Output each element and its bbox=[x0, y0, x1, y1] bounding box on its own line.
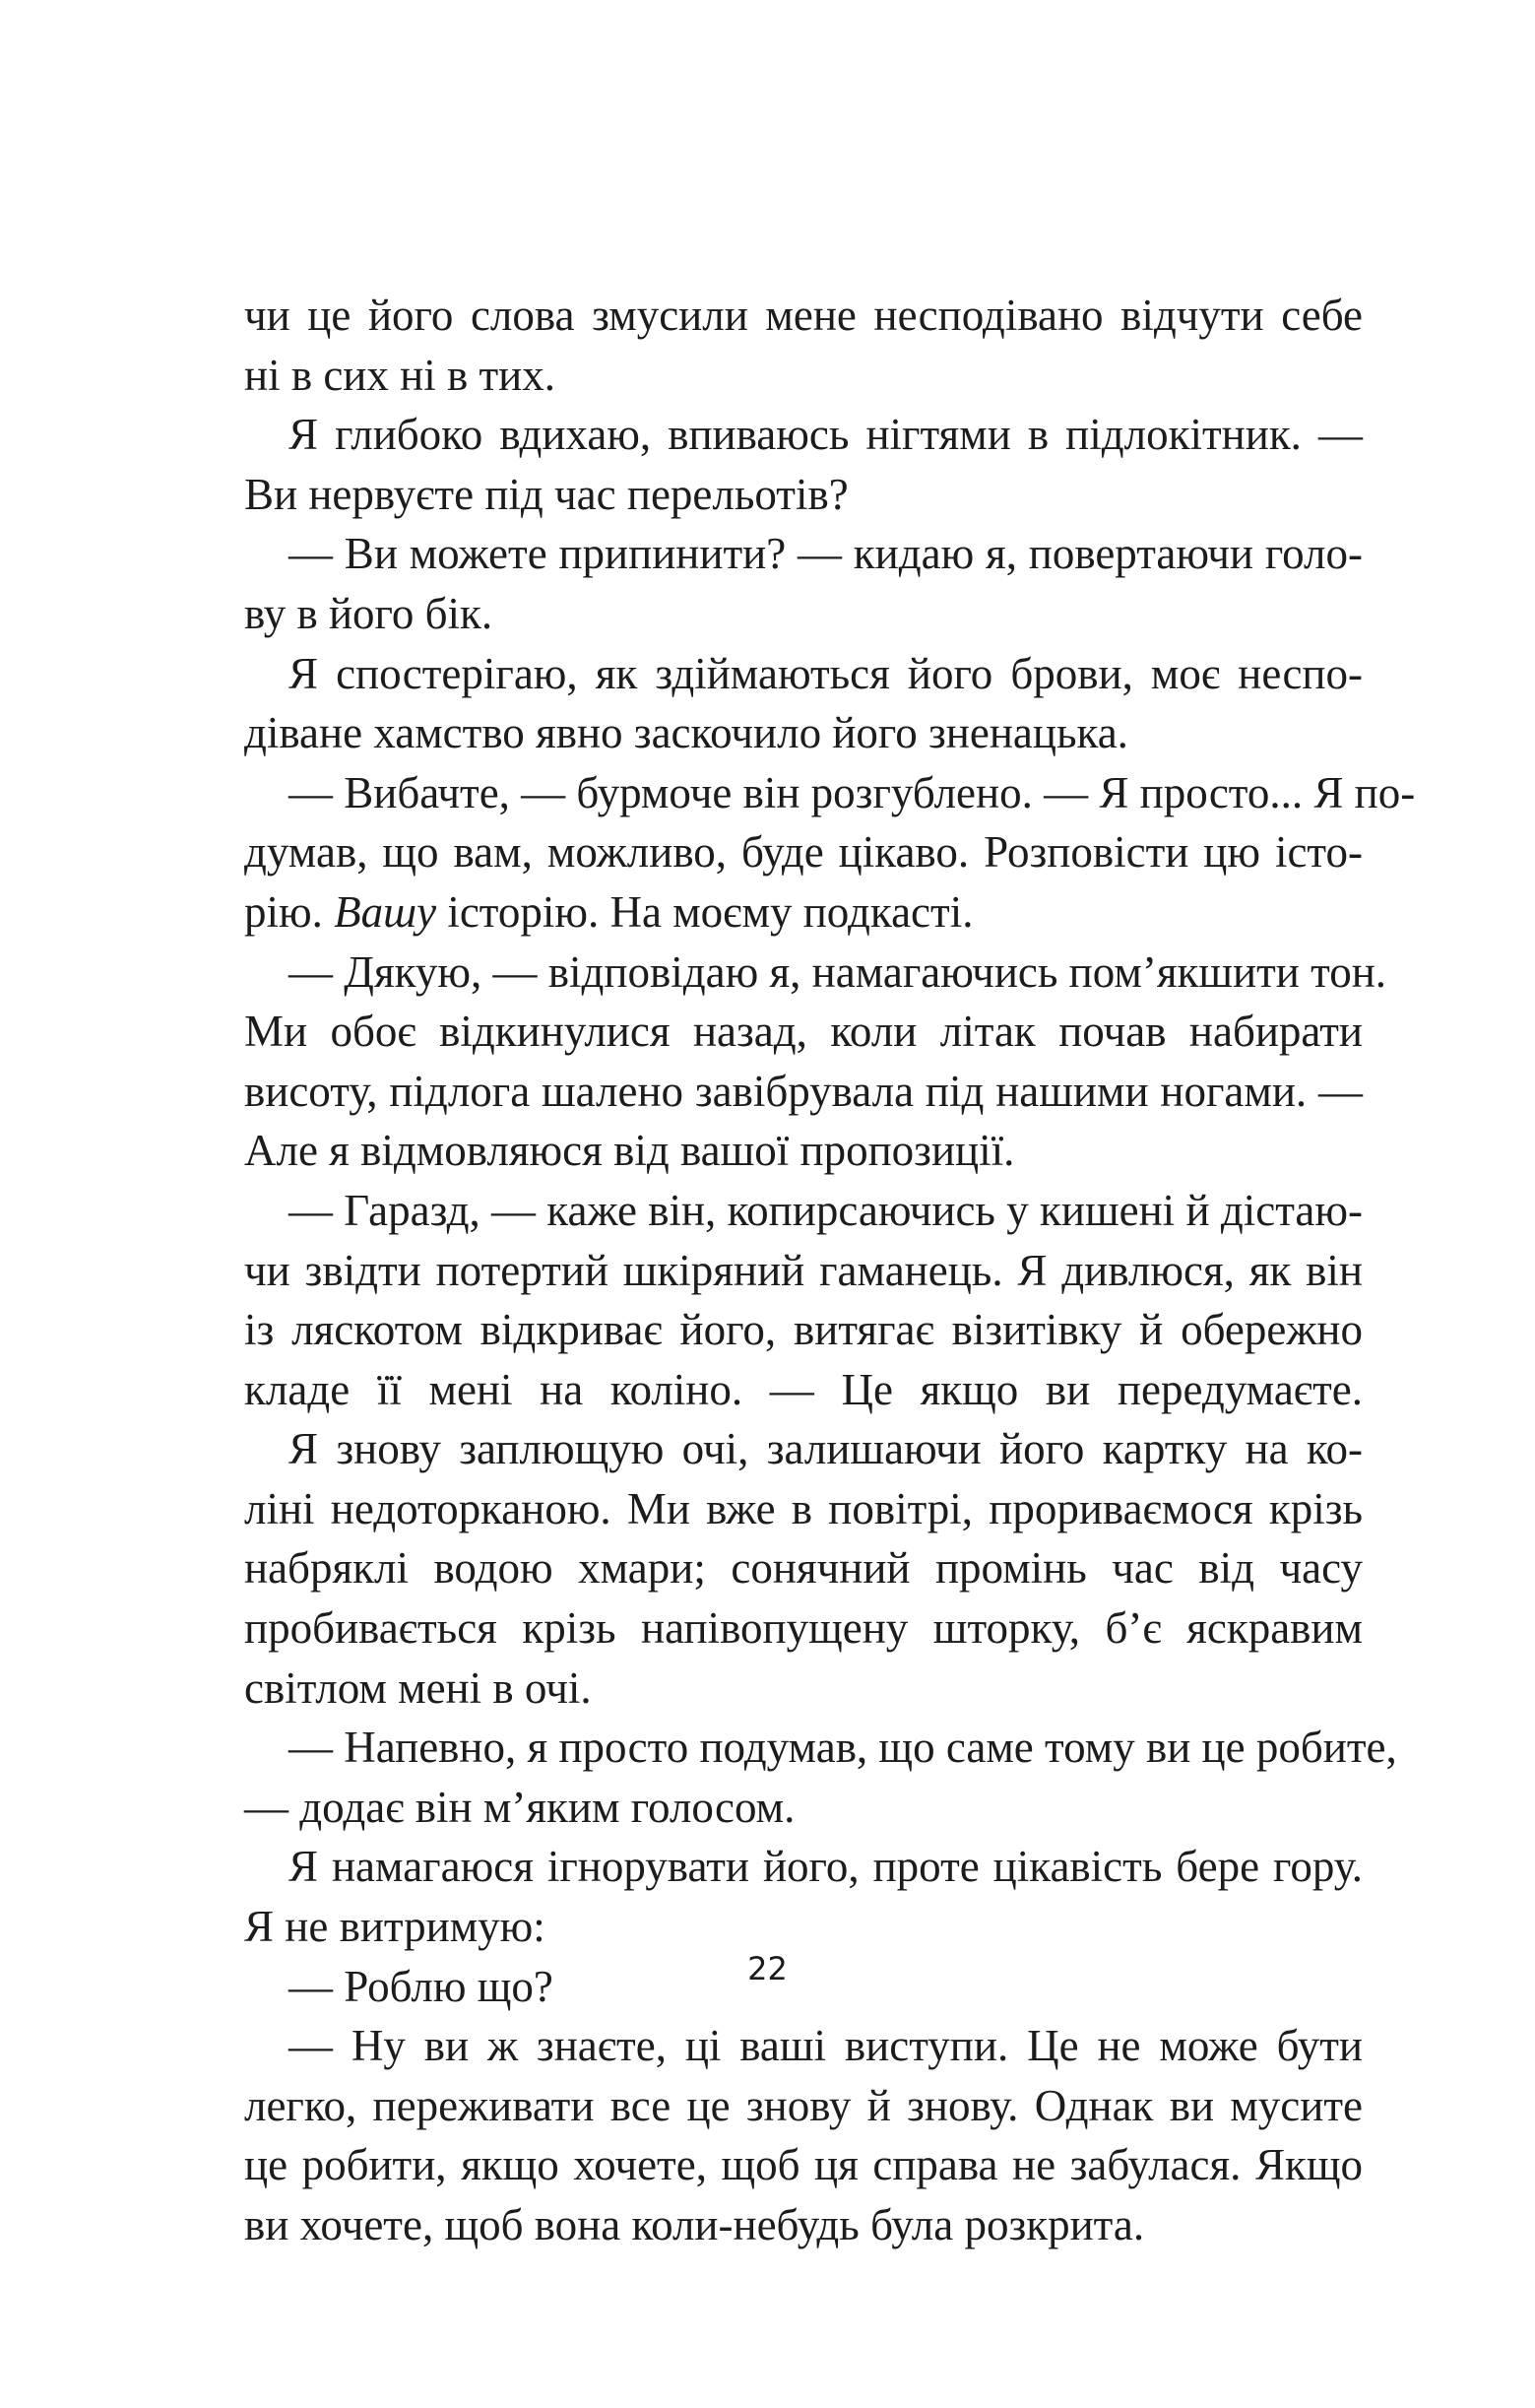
text-line: — Роблю що? bbox=[288, 1961, 553, 2011]
text-line: чи це його слова змусили мене несподівано відчути себе bbox=[244, 291, 1363, 340]
text-segment: історію. На моєму подкасті. bbox=[436, 886, 974, 937]
text-line: — Напевно, я просто подумав, що саме тому ви це робите, bbox=[288, 1723, 1397, 1773]
text-line: думав, що вам, можливо, буде цікаво. Розповісти цю істо- bbox=[244, 827, 1363, 878]
text-line: Ви нервуєте під час перельотів? bbox=[244, 469, 849, 519]
text-line-with-emphasis bbox=[244, 882, 1363, 943]
text-line: висоту, підлога шалено завібрувала під нашими ногами. — bbox=[244, 1066, 1363, 1116]
text-line: ву в його бік. bbox=[244, 588, 493, 638]
text-line: пробивається крізь напівопущену шторку, б’є яскравим bbox=[244, 1603, 1363, 1654]
text-line: — Дякую, — відповідаю я, намагаючись пом’якшити тон. bbox=[288, 946, 1387, 997]
text-line: легко, переживати все це знову й знову. Однак ви мусите bbox=[244, 2080, 1363, 2130]
text-segment: рію. bbox=[244, 886, 335, 937]
text-line: світлом мені в очі. bbox=[244, 1662, 592, 1713]
text-line: — додає він м’яким голосом. bbox=[244, 1782, 796, 1832]
emphasized-word: Вашу bbox=[334, 886, 437, 937]
text-line: Але я відмовляюся від вашої пропозиції. bbox=[244, 1126, 1015, 1176]
text-line: — Ви можете припинити? — кидаю я, повертаючи голо- bbox=[288, 529, 1363, 579]
text-line: Я спостерігаю, як здіймаються його брови, моє неспо- bbox=[288, 648, 1363, 698]
text-line: Я знову заплющую очі, залишаючи його картку на ко- bbox=[288, 1424, 1363, 1474]
text-line: Я глибоко вдихаю, впиваюсь нігтями в підлокітник. — bbox=[288, 410, 1363, 460]
text-line: діване хамство явно заскочило його зненацька. bbox=[244, 708, 1128, 758]
text-line: ні в сих ні в тих. bbox=[244, 350, 555, 400]
text-line: — Ну ви ж знаєте, ці ваші виступи. Це не може бути bbox=[288, 2021, 1363, 2071]
text-line: чи звідти потертий шкіряний гаманець. Я дивлюся, як він bbox=[244, 1245, 1363, 1295]
text-line: кладе її мені на коліно. — Це якщо ви передумаєте. bbox=[244, 1364, 1363, 1414]
text-line: Я намагаюся ігнорувати його, проте цікавість бере гору. bbox=[288, 1842, 1363, 1892]
text-line: набряклі водою хмари; сонячний промінь час від часу bbox=[244, 1543, 1363, 1594]
text-line: із ляскотом відкриває його, витягає візитівку й обережно bbox=[244, 1305, 1363, 1355]
text-line: ви хочете, щоб вона коли-небудь була розкрита. bbox=[244, 2200, 1145, 2249]
text-line: — Гаразд, — каже він, копирсаючись у кишені й дістаю- bbox=[288, 1185, 1363, 1235]
text-line: ліні недоторканою. Ми вже в повітрі, прориваємося крізь bbox=[244, 1483, 1363, 1533]
text-line: Я не витримую: bbox=[244, 1902, 545, 1952]
text-line: — Вибачте, — бурмоче він розгублено. — Я просто... Я по- bbox=[288, 767, 1416, 817]
text-line: Ми обоє відкинулися назад, коли літак почав набирати bbox=[244, 1007, 1363, 1057]
page-number: 22 bbox=[747, 1950, 788, 1987]
text-line: це робити, якщо хочете, щоб ця справа не забулася. Якщо bbox=[244, 2140, 1363, 2190]
